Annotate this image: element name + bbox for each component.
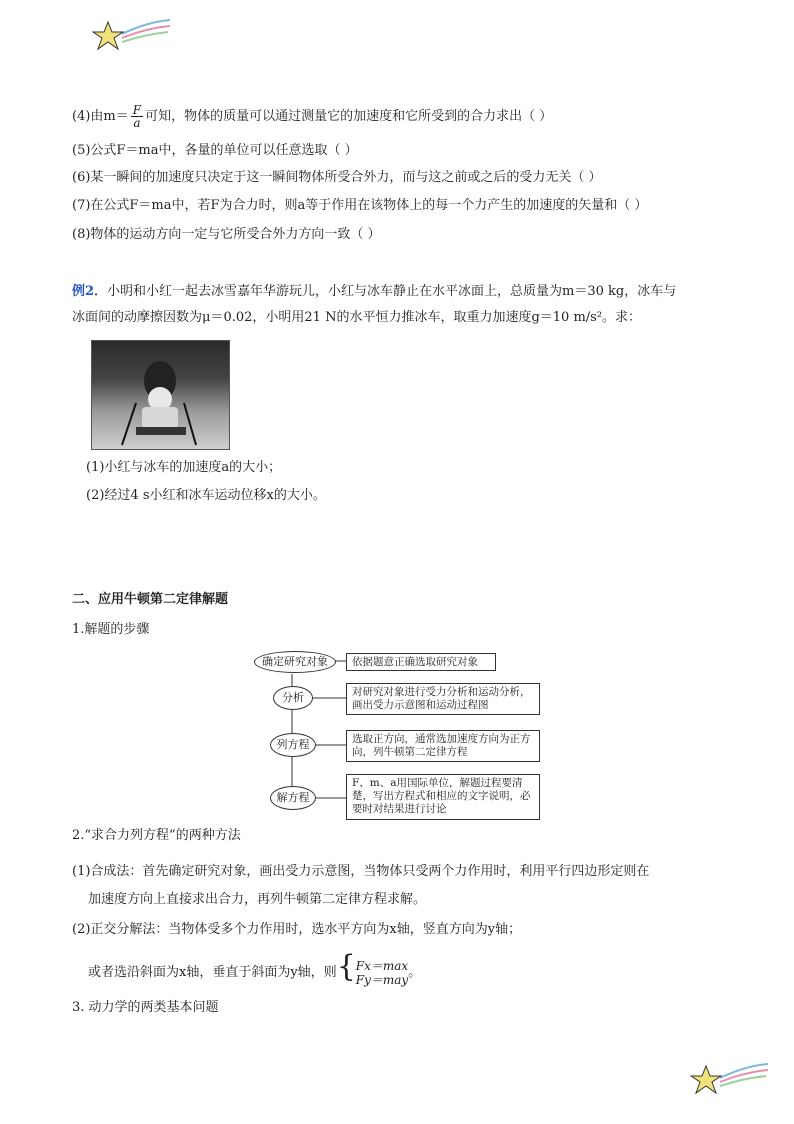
equation-system — [356, 959, 408, 987]
section-2-title: 二、应用牛顿第二定律解题 — [72, 592, 229, 607]
judgement-item-5: (5)公式F＝ma中，各量的单位可以任意选取（ ） — [72, 143, 358, 158]
flow-node-solve-equation: 解方程 — [270, 786, 316, 810]
method-2-line-1: (2)正交分解法：当物体受多个力作用时，选水平方向为x轴，竖直方向为y轴； — [72, 922, 522, 937]
flow-box-select-object: 依据题意正确选取研究对象 — [346, 653, 496, 671]
star-decoration-top-icon — [92, 14, 172, 58]
example-2-question-2: (2)经过4 s小红和冰车运动位移x的大小。 — [86, 488, 326, 503]
method-1-line-2: 加速度方向上直接求出合力，再列牛顿第二定律方程求解。 — [88, 892, 427, 907]
section-2-sub-2: 2.“求合力列方程”的两种方法 — [72, 828, 241, 843]
example-2-text-1: 小明和小红一起去冰雪嘉年华游玩儿，小红与冰车静止在水平冰面上，总质量为m＝30 kg，冰车与 — [107, 284, 677, 299]
example-2-line-1 — [72, 282, 676, 302]
flow-box-set-equation: 选取正方向，通常选加速度方向为正方向，列牛顿第二定律方程 — [346, 730, 540, 762]
flow-box-solve-equation: F、m、a用国际单位，解题过程要清楚，写出方程式和相应的文字说明，必要时对结果进行讨论 — [346, 774, 540, 820]
flow-box-analyze: 对研究对象进行受力分析和运动分析，画出受力示意图和运动过程图 — [346, 683, 540, 715]
fraction-numerator: F — [132, 103, 142, 117]
equation-x: Fx＝max — [355, 958, 409, 973]
example-2-question-1: (1)小红与冰车的加速度a的大小； — [86, 460, 282, 475]
flow-node-analyze: 分析 — [273, 686, 313, 710]
method-2-suffix: 。 — [408, 965, 422, 980]
flow-node-set-equation: 列方程 — [270, 733, 316, 757]
section-2-sub-1: 1.解题的步骤 — [72, 622, 150, 637]
example-2-line-2: 冰面间的动摩擦因数为μ＝0.02，小明用21 N的水平恒力推冰车，取重力加速度g＝10 m/s²。求： — [72, 310, 642, 325]
method-2-line-2 — [88, 949, 422, 988]
flow-node-select-object: 确定研究对象 — [254, 651, 336, 673]
star-decoration-bottom-icon — [690, 1058, 770, 1102]
judgement-item-4 — [72, 104, 552, 129]
brace-symbol: { — [336, 949, 356, 984]
judgement-item-7: (7)在公式F＝ma中，若F为合力时，则a等于作用在该物体上的每一个力产生的加速度的矢量和（ ） — [72, 198, 648, 213]
judgement-item-8: (8)物体的运动方向一定与它所受合外力方向一致（ ） — [72, 227, 381, 242]
example-2-label: 例2． — [72, 284, 108, 299]
item-4-suffix: 可知，物体的质量可以通过测量它的加速度和它所受到的合力求出（ ） — [145, 109, 553, 124]
section-2-sub-3: 3. 动力学的两类基本问题 — [72, 1000, 219, 1015]
equation-y: Fy＝may — [355, 972, 409, 987]
judgement-item-6: (6)某一瞬间的加速度只决定于这一瞬间物体所受合外力，而与这之前或之后的受力无关（ ） — [72, 170, 602, 185]
ice-sled-photo — [91, 340, 230, 450]
sled-illustration — [92, 341, 229, 449]
method-1-line-1: (1)合成法：首先确定研究对象，画出受力示意图，当物体只受两个力作用时，利用平行四边形定则在 — [72, 864, 650, 879]
item-4-prefix: (4)由m＝ — [72, 109, 129, 124]
method-2-prefix: 或者选沿斜面为x轴，垂直于斜面为y轴，则 — [88, 965, 337, 980]
fraction-f-over-a — [131, 104, 143, 129]
fraction-denominator: a — [133, 116, 141, 130]
